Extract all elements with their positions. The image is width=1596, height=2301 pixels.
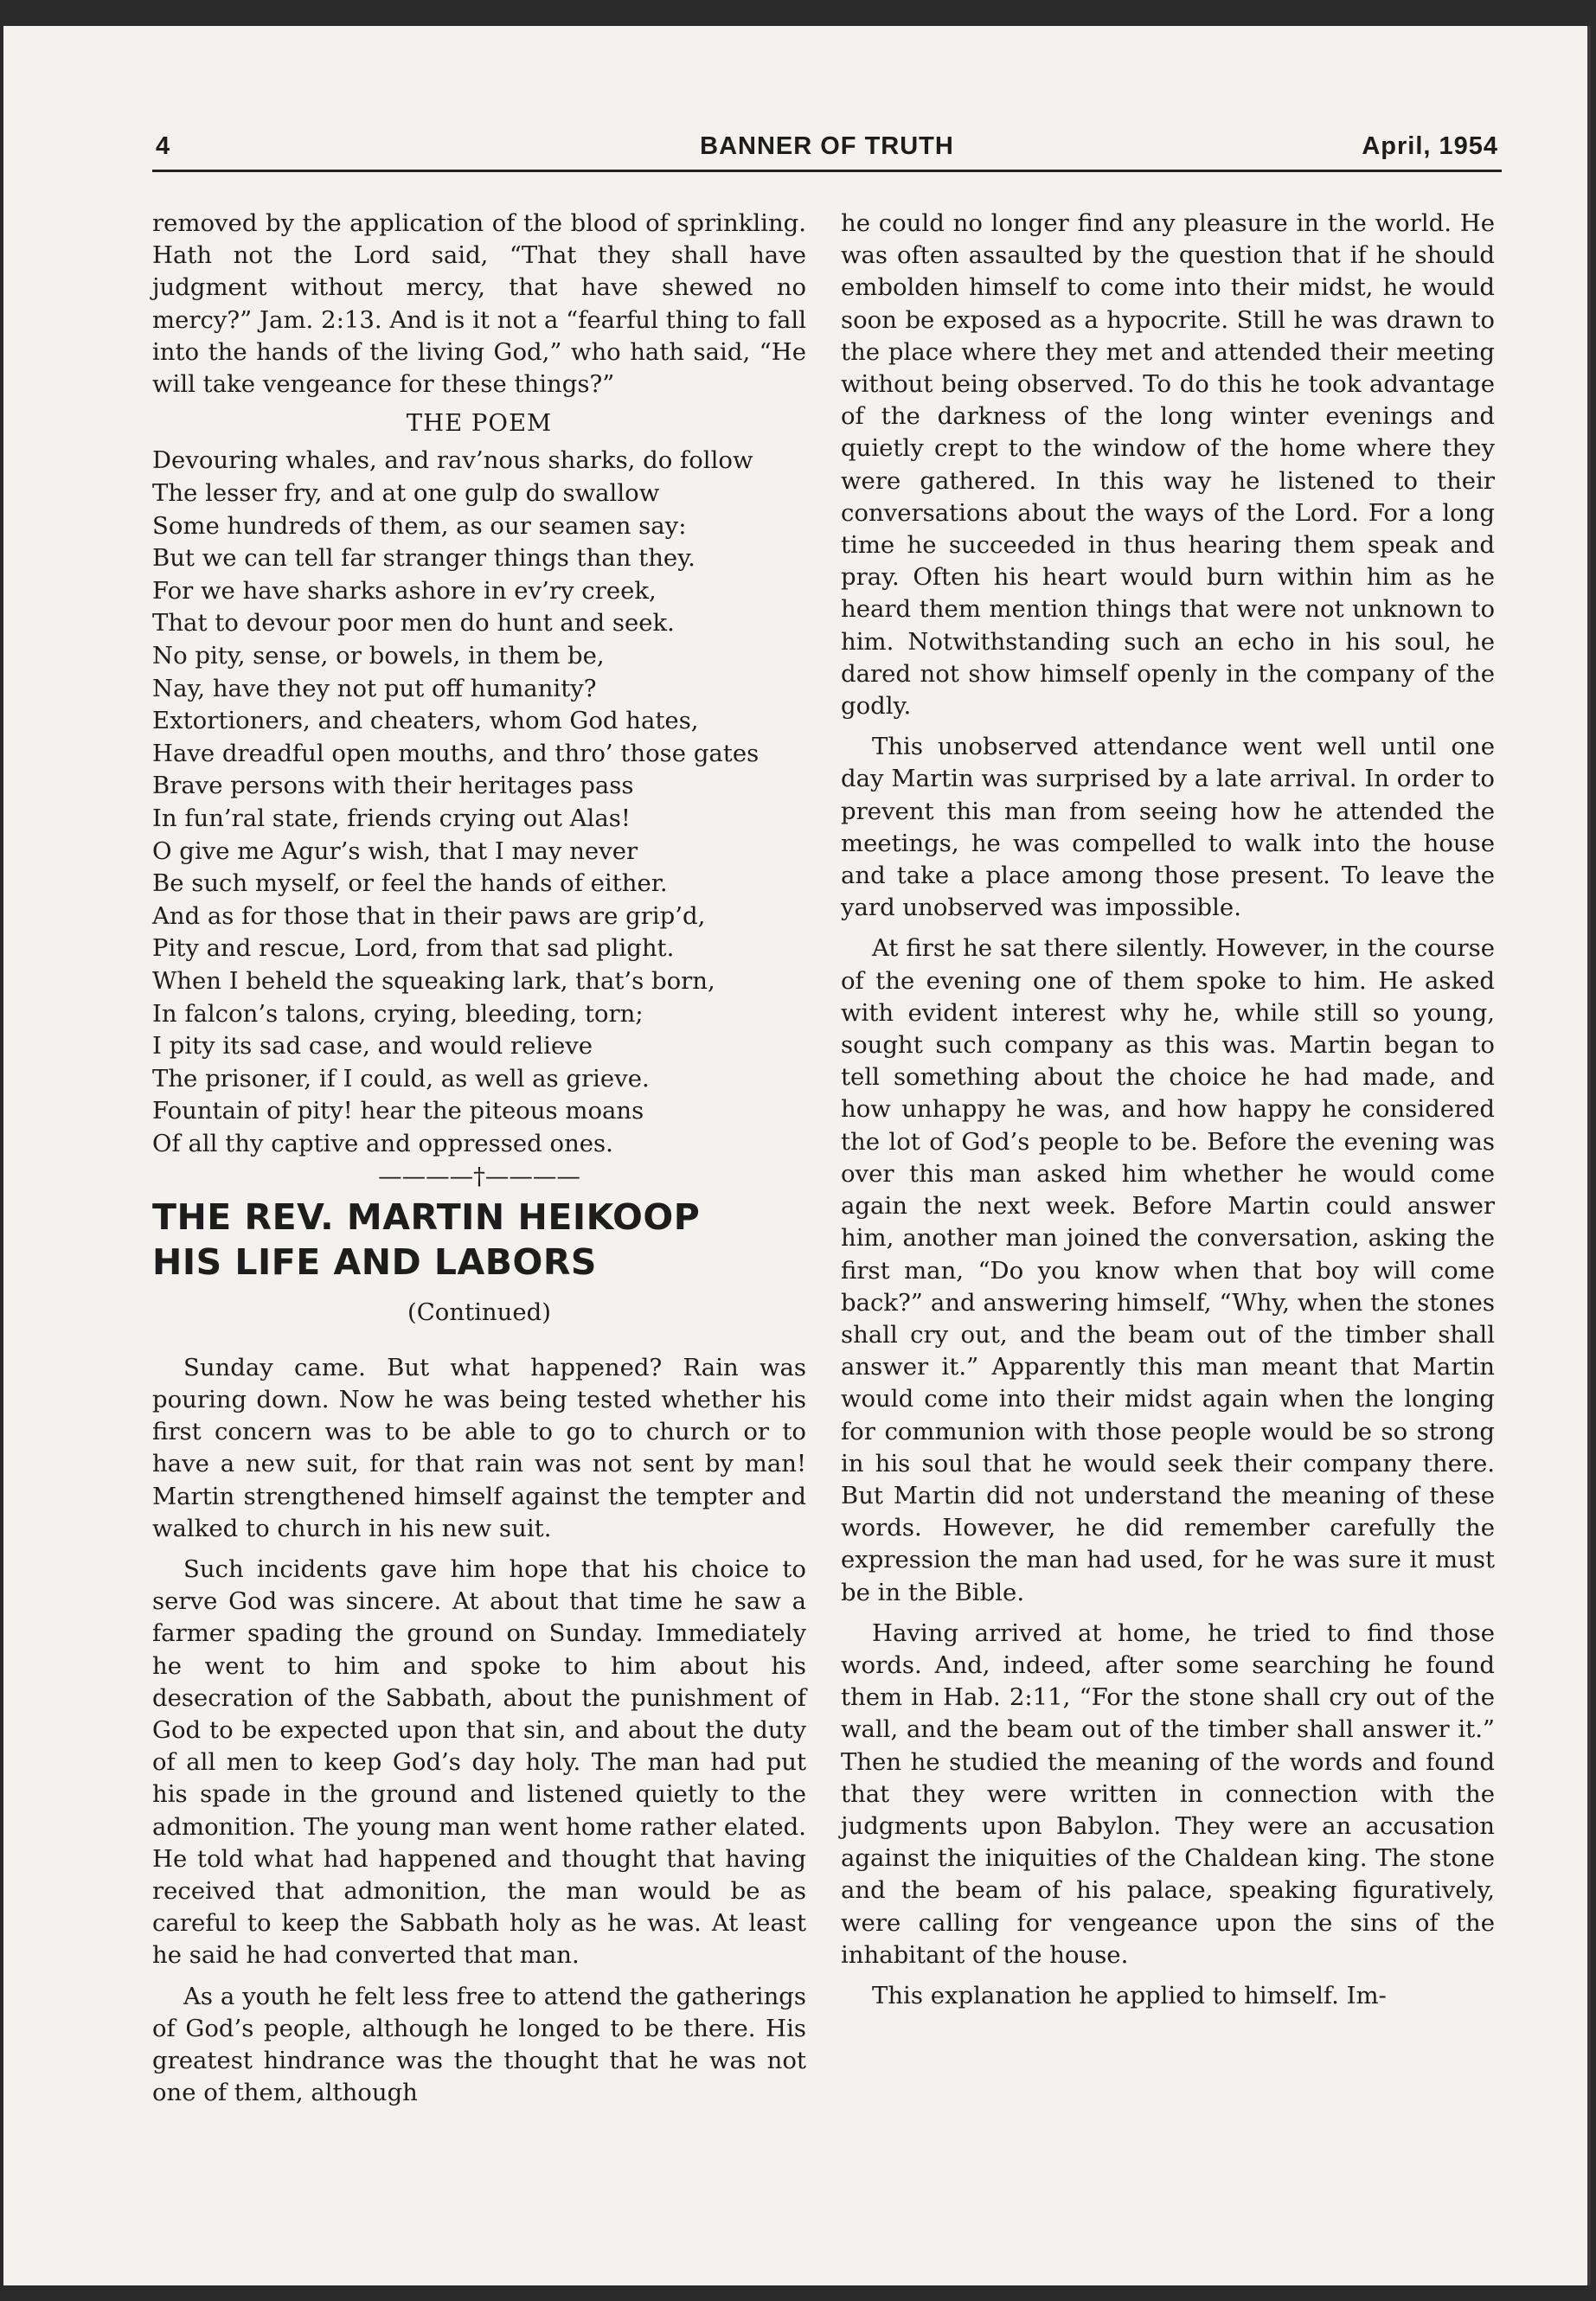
right-column xyxy=(841,208,1495,2012)
body-paragraph: As a youth he felt less free to attend the gatherings of God’s people, although he longed to be there. His greatest hindrance was the thought that he was not one of them, although xyxy=(152,1982,806,2107)
poem-line: In falcon’s talons, crying, bleeding, torn; xyxy=(152,999,644,1028)
poem-line: Of all thy captive and oppressed ones. xyxy=(152,1129,613,1157)
poem-line: The prisoner, if I could, as well as grieve. xyxy=(152,1064,650,1093)
poem-line: Be such myself, or feel the hands of either. xyxy=(152,869,668,898)
poem-line: Have dreadful open mouths, and thro’ those gates xyxy=(152,739,760,767)
page-number: 4 xyxy=(156,132,171,160)
article-title-line-1: THE REV. MARTIN HEIKOOP xyxy=(152,1196,701,1239)
body-paragraph: This unobserved attendance went well until one day Martin was surprised by a late arrival. In order to prevent this man from seeing how he attended the meetings, he was compelled to walk into the house and take a place among those present. To leave the yard unobserved was impossible. xyxy=(841,733,1495,922)
poem-line: Devouring whales, and rav’nous sharks, do follow xyxy=(152,446,753,475)
article-title xyxy=(152,1195,806,1285)
poem-line: Some hundreds of them, as our seamen say: xyxy=(152,511,687,540)
poem-line: O give me Agur’s wish, that I may never xyxy=(152,836,638,865)
poem-title: THE POEM xyxy=(406,409,553,438)
body-paragraph: Having arrived at home, he tried to find those words. And, indeed, after some searching he found them in Hab. 2:11, “For the stone shall cry out of the wall, and the beam out of the timber shall answer it.” Then he studied the meaning of the words and found that they were written in connection with the judgments upon Babylon. They were an accusation against the iniquities of the Chaldean king. The stone and the beam of his palace, speaking figuratively, were calling for vengeance upon the sins of the inhabitant of the house. xyxy=(841,1618,1495,1969)
poem-line: But we can tell far stranger things than they. xyxy=(152,544,695,573)
poem-line: In fun’ral state, friends crying out Alas! xyxy=(152,804,631,832)
page xyxy=(3,26,1591,2285)
page-edge xyxy=(1587,26,1591,2285)
publication-title: BANNER OF TRUTH xyxy=(700,132,954,160)
poem-line: Pity and rescue, Lord, from that sad plight. xyxy=(152,934,675,963)
poem-line: Fountain of pity! hear the piteous moans xyxy=(152,1097,644,1125)
poem-line: And as for those that in their paws are grip’d, xyxy=(152,901,706,930)
poem-line: When I beheld the squeaking lark, that’s born, xyxy=(152,966,715,995)
body-paragraph: This explanation he applied to himself. Im- xyxy=(872,1981,1387,2009)
section-divider: ————†———— xyxy=(378,1163,580,1191)
article-title-line-2: HIS LIFE AND LABORS xyxy=(152,1241,597,1284)
poem-line: Brave persons with their heritages pass xyxy=(152,772,634,800)
poem-line: The lesser fry, and at one gulp do swallow xyxy=(152,479,660,508)
continued-note: (Continued) xyxy=(407,1298,551,1327)
poem-line: Extortioners, and cheaters, whom God hates, xyxy=(152,707,699,735)
poem-line: I pity its sad case, and would relieve xyxy=(152,1032,593,1061)
page-header xyxy=(152,116,1502,172)
poem-line: No pity, sense, or bowels, in them be, xyxy=(152,641,605,670)
intro-paragraph: removed by the application of the blood of sprinkling. Hath not the Lord said, “That they shall have judgment without mercy, that have shewed no mercy?” Jam. 2:13. And is it not a “fearful thing to fall into the hands of the living God,” who hath said, “He will take vengeance for these things?” xyxy=(152,209,806,399)
poem-line: For we have sharks ashore in ev’ry creek, xyxy=(152,576,657,605)
body-paragraph: Such incidents gave him hope that his choice to serve God was sincere. At about that time he saw a farmer spading the ground on Sunday. Immediately he went to him and spoke to him about his desecration of the Sabbath, about the punishment of God to be expected upon that sin, and about the duty of all men to keep God’s day holy. The man had put his spade in the ground and listened quietly to the admonition. The young man went home rather elated. He told what had happened and thought that having received that admonition, the man would be as careful to keep the Sabbath holy as he was. At least he said he had converted that man. xyxy=(152,1554,806,1970)
issue-date: April, 1954 xyxy=(1362,132,1498,160)
body-paragraph: At first he sat there silently. However, in the course of the evening one of them spoke to him. He asked with evident interest why he, while still so young, sought such company as this was. Martin began to tell something about the choice he had made, and how unhappy he was, and how happy he considered the lot of God’s people to be. Before the evening was over this man asked him whether he would come again the next week. Before Martin could answer him, another man joined the conversation, asking the first man, “Do you know when that boy will come back?” and answering himself, “Why, when the stones shall cry out, and the beam out of the timber shall answer it.” Apparently this man meant that Martin would come into their midst again when the longing for communion with those people would be so strong in his soul that he would seek their company there. But Martin did not understand the meaning of these words. However, he did remember carefully the expression the man had used, for he was sure it must be in the Bible. xyxy=(841,934,1495,1606)
body-paragraph: he could no longer find any pleasure in the world. He was often assaulted by the question that if he should embolden himself to come into their midst, he would soon be exposed as a hypocrite. Still he was drawn to the place where they met and attended their meeting without being observed. To do this he took advantage of the darkness of the long winter evenings and quietly crept to the window of the home where they were gathered. In this way he listened to their conversations about the ways of the Lord. For a long time he succeeded in thus hearing them speak and pray. Often his heart would burn within him as he heard them mention things that were not unknown to him. Notwithstanding such an echo in his soul, he dared not show himself openly in the company of the godly. xyxy=(841,209,1495,721)
poem-line: That to devour poor men do hunt and seek. xyxy=(152,609,675,638)
poem xyxy=(152,445,806,1160)
poem-line: Nay, have they not put off humanity? xyxy=(152,674,597,702)
left-column xyxy=(152,208,806,2109)
body-paragraph: Sunday came. But what happened? Rain was pouring down. Now he was being tested whether his first concern was to be able to go to church or to have a new suit, for that rain was not sent by man! Martin strengthened himself against the tempter and walked to church in his new suit. xyxy=(152,1353,806,1542)
